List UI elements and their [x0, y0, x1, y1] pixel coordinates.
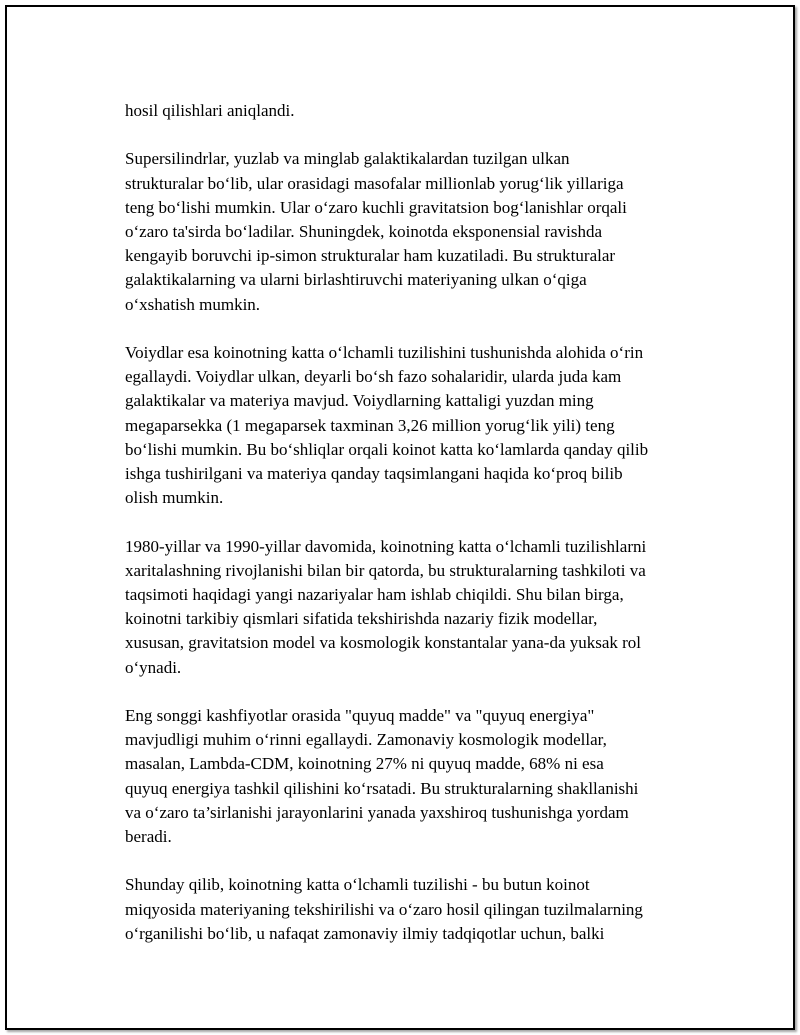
- text-line: masalan, Lambda-CDM, koinotning 27% ni quyuq madde, 68% ni esa: [125, 754, 604, 774]
- paragraph-6: [125, 873, 695, 946]
- text-line: koinotni tarkibiy qismlari sifatida tekshirishda nazariy fizik modellar,: [125, 609, 598, 629]
- text-line: Voiydlar esa koinotning katta o‘lchamli tuzilishini tushunishda alohida o‘rin: [125, 343, 644, 362]
- text-line: mavjudligi muhim o‘rinni egallaydi. Zamonaviy kosmologik modellar,: [125, 730, 607, 750]
- paragraph-3: [125, 341, 695, 510]
- text-line: o‘zaro ta'sirda bo‘ladilar. Shuningdek, koinotda eksponensial ravishda: [125, 222, 603, 241]
- text-line: galaktikalarning va ularni birlashtiruvchi materiyaning ulkan o‘qiga: [125, 270, 587, 290]
- text-line: quyuq energiya tashkil qilishini ko‘rsatadi. Bu strukturalarning shakllanishi: [125, 778, 639, 798]
- document-page: [5, 5, 795, 1030]
- text-line: galaktikalar va materiya mavjud. Voiydlarning kattaligi yuzdan ming: [125, 391, 594, 411]
- paragraph-1: [125, 99, 695, 123]
- text-line: xususan, gravitatsion model va kosmologik konstantalar yana-da yuksak rol: [125, 633, 642, 653]
- paragraph-2: [125, 147, 695, 316]
- text-line: Supersilindrlar, yuzlab va minglab galaktikalardan tuzilgan ulkan: [125, 149, 570, 169]
- text-line: ishga tushirilgani va materiya qanday taqsimlangani haqida ko‘proq bilib: [125, 464, 623, 484]
- text-line: Shunday qilib, koinotning katta o‘lchamli tuzilishi - bu butun koinot: [125, 875, 590, 895]
- document-body: [125, 99, 695, 970]
- text-line: taqsimoti haqidagi yangi nazariyalar ham ishlab chiqildi. Shu bilan birga,: [125, 585, 624, 605]
- text-line: olish mumkin.: [125, 488, 224, 508]
- text-line: strukturalar bo‘lib, ular orasidagi masofalar millionlab yorug‘lik yillariga: [125, 173, 624, 193]
- text-line: teng bo‘lishi mumkin. Ular o‘zaro kuchli gravitatsion bog‘lanishlar orqali: [125, 197, 627, 217]
- text-line: va o‘zaro ta’sirlanishi jarayonlarini yanada yaxshiroq tushunishga yordam: [125, 802, 629, 822]
- text-line: 1980-yillar va 1990-yillar davomida, koinotning katta o‘lchamli tuzilishlarni: [125, 536, 647, 556]
- text-line: o‘rganilishi bo‘lib, u nafaqat zamonaviy ilmiy tadqiqotlar uchun, balki: [125, 923, 605, 943]
- text-line: xaritalashning rivojlanishi bilan bir qatorda, bu strukturalarning tashkiloti va: [125, 560, 646, 580]
- text-line: o‘xshatish mumkin.: [125, 294, 261, 314]
- text-line: bo‘lishi mumkin. Bu bo‘shliqlar orqali koinot katta ko‘lamlarda qanday qilib: [125, 439, 649, 459]
- text-line: egallaydi. Voiydlar ulkan, deyarli bo‘sh fazo sohalaridir, ularda juda kam: [125, 367, 622, 387]
- text-line: hosil qilishlari aniqlandi.: [125, 101, 295, 120]
- text-line: megaparsekka (1 megaparsek taxminan 3,26 million yorug‘lik yili) teng: [125, 415, 615, 435]
- text-line: Eng songgi kashfiyotlar orasida "quyuq madde" va "quyuq energiya": [125, 706, 595, 726]
- text-line: kengayib boruvchi ip-simon strukturalar ham kuzatiladi. Bu strukturalar: [125, 246, 616, 266]
- text-line: beradi.: [125, 827, 172, 847]
- text-line: o‘ynadi.: [125, 657, 182, 677]
- text-line: miqyosida materiyaning tekshirilishi va o‘zaro hosil qilingan tuzilmalarning: [125, 899, 643, 919]
- paragraph-4: [125, 535, 695, 680]
- paragraph-5: [125, 704, 695, 849]
